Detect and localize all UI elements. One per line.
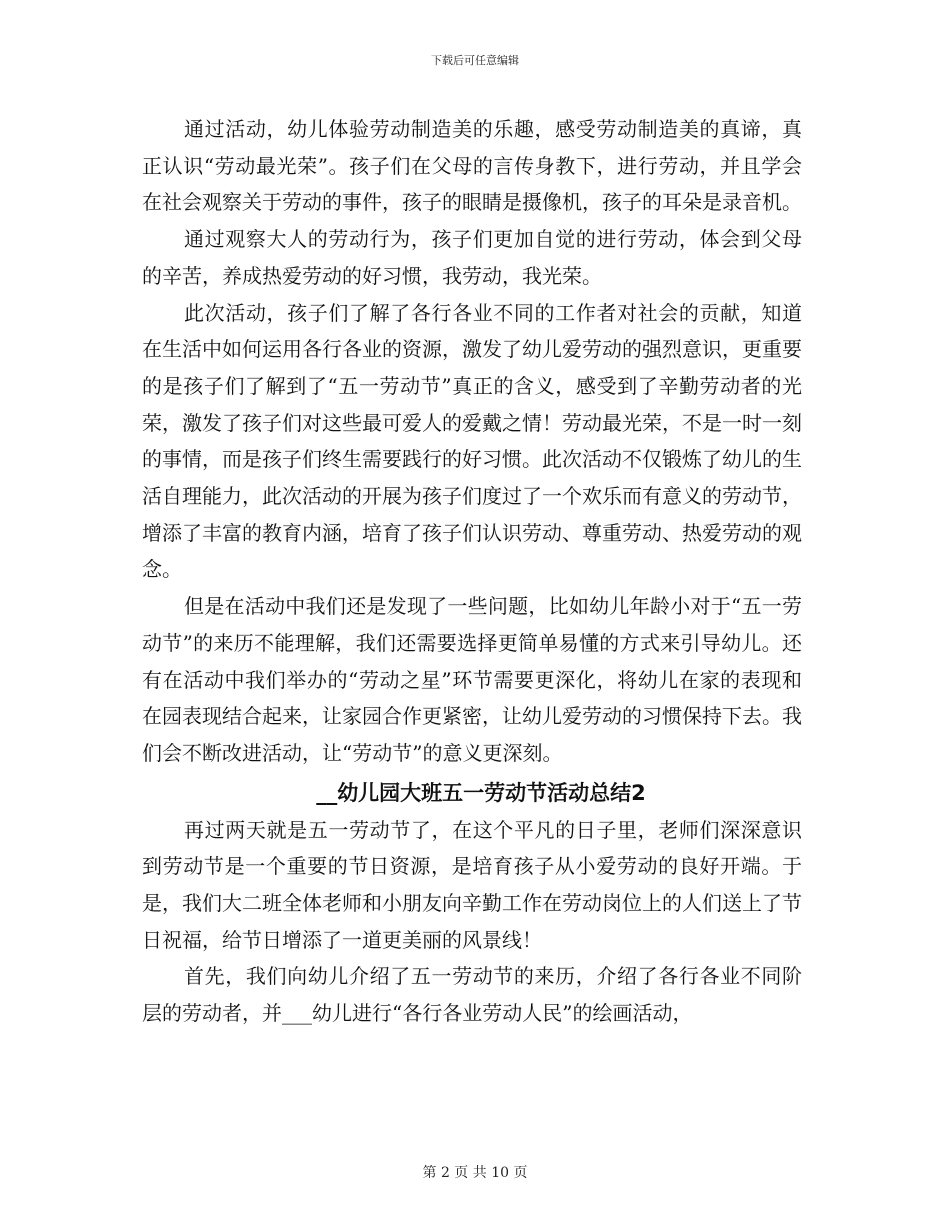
paragraph: 此次活动，孩子们了解了各行各业不同的工作者对社会的贡献，知道在生活中如何运用各行各业的资源，激发了幼儿爱劳动的强烈意识，更重要的是孩子们了解到了“五一劳动节”真正的含义，感受到了辛勤劳动者的光荣，激发了孩子们对这些最可爱人的爱戴之情！劳动最光荣，不是一时一刻的事情，而是孩子们终生需要践行的好习惯。此次活动不仅锻炼了幼儿的生活自理能力，此次活动的开展为孩子们度过了一个欢乐而有意义的劳动节，增添了丰富的教育内涵，培育了孩子们认识劳动、尊重劳动、热爱劳动的观念。 bbox=[142, 300, 802, 582]
paragraph: 通过活动，幼儿体验劳动制造美的乐趣，感受劳动制造美的真谛，真正认识“劳动最光荣”。孩子们在父母的言传身教下，进行劳动，并且学会在社会观察关于劳动的事件，孩子的眼睛是摄像机，孩子的耳朵是录音机。 bbox=[142, 117, 802, 215]
section-heading: __幼儿园大班五一劳动节活动总结2 bbox=[316, 780, 646, 805]
page-header-note: 下载后可任意编辑 bbox=[431, 54, 519, 67]
paragraph: 通过观察大人的劳动行为，孩子们更加自觉的进行劳动，体会到父母的辛苦，养成热爱劳动的好习惯，我劳动，我光荣。 bbox=[142, 227, 802, 288]
paragraph: 再过两天就是五一劳动节了，在这个平凡的日子里，老师们深深意识到劳动节是一个重要的节日资源，是培育孩子从小爱劳动的良好开端。于是，我们大二班全体老师和小朋友向辛勤工作在劳动岗位上的人们送上了节日祝福，给节日增添了一道更美丽的风景线！ bbox=[142, 817, 802, 952]
paragraph: 首先，我们向幼儿介绍了五一劳动节的来历，介绍了各行各业不同阶层的劳动者，并___幼儿进行“各行各业劳动人民”的绘画活动， bbox=[142, 964, 802, 1026]
paragraph: 但是在活动中我们还是发现了一些问题，比如幼儿年龄小对于“五一劳动节”的来历不能理解，我们还需要选择更简单易懂的方式来引导幼儿。还有在活动中我们举办的“劳动之星”环节需要更深化，将幼儿在家的表现和在园表现结合起来，让家园合作更紧密，让幼儿爱劳动的习惯保持下去。我们会不断改进活动，让“劳动节”的意义更深刻。 bbox=[142, 594, 802, 765]
page-number-footer: 第 2 页 共 10 页 bbox=[422, 1165, 528, 1181]
document-body bbox=[142, 111, 802, 1032]
